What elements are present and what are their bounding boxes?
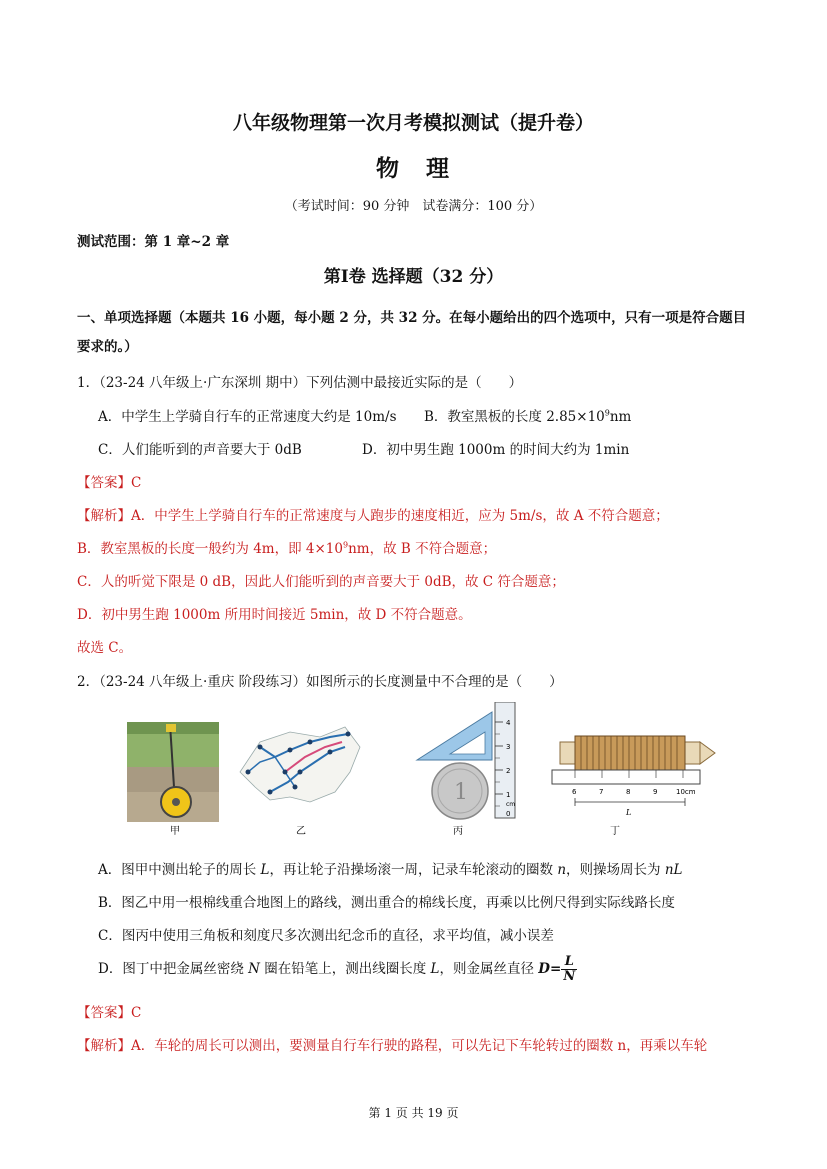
figure-label-ding: 丁 [610, 826, 620, 837]
svg-text:9: 9 [653, 788, 658, 796]
test-scope: 测试范围：第 1 章~2 章 [77, 234, 230, 250]
svg-text:0: 0 [506, 810, 511, 818]
figure-label-bing: 丙 [453, 826, 463, 837]
svg-text:L: L [626, 808, 632, 817]
q1-conclusion: 故选 C。 [77, 640, 133, 656]
measurement-figures [120, 702, 720, 847]
section-title: 第Ⅰ卷 选择题（32 分） [323, 267, 504, 287]
figure-jia-wheel [127, 722, 219, 837]
svg-text:3: 3 [506, 743, 511, 751]
figure-yi-map [240, 727, 360, 837]
figure-ding-coil [552, 736, 715, 837]
q2-option-a: A．图甲中测出轮子的周长 L，再让轮子沿操场滚一周，记录车轮滚动的圈数 n，则操场周长为 nL [98, 862, 683, 878]
figure-label-yi: 乙 [296, 826, 306, 837]
q1-answer: 【答案】C [77, 475, 142, 491]
q1-option-a: A．中学生上学骑自行车的正常速度大约是 10m/s [98, 409, 397, 425]
q1-option-b: B．教室黑板的长度 $2.85\times 10^9nm$ [424, 408, 632, 425]
svg-text:10cm: 10cm [676, 788, 696, 796]
q1-analysis-a: 【解析】A．中学生上学骑自行车的正常速度与人跑步的速度相近，应为 5m/s，故 A 不符合题意； [77, 508, 669, 524]
svg-text:6: 6 [572, 788, 577, 796]
diameter-formula: $\frac{L}{N}$ [563, 954, 576, 984]
q1-option-d: D．初中男生跑 1000m 的时间大约为 1min [362, 442, 630, 458]
figure-label-jia: 甲 [170, 826, 180, 837]
svg-text:8: 8 [626, 788, 631, 796]
q2-analysis-a: 【解析】A．车轮的周长可以测出，要测量自行车行驶的路程，可以先记下车轮转过的圈数 n，再乘以车轮 [77, 1038, 708, 1054]
q2-option-c: C．图丙中使用三角板和刻度尺多次测出纪念币的直径，求平均值，减小误差 [98, 928, 554, 944]
q1-stem: 1．（23-24 八年级上·广东深圳 期中）下列估测中最接近实际的是（ ） [77, 375, 523, 391]
q1-analysis-d: D．初中男生跑 1000m 所用时间接近 5min，故 D 不符合题意。 [77, 607, 472, 623]
part-title: 一、单项选择题（本题共 16 小题，每小题 2 分，共 32 分。在每小题给出的四个选项中，只有一项是符合题目要求的。） [77, 310, 747, 355]
exam-title: 八年级物理第一次月考模拟测试（提升卷） [232, 112, 594, 134]
page-footer: 第 1 页 共 19 页 [368, 1106, 459, 1120]
svg-text:2: 2 [506, 767, 511, 775]
svg-text:7: 7 [599, 788, 604, 796]
svg-text:1: 1 [506, 791, 511, 799]
q2-option-d: D．图丁中把金属丝密绕 N 圈在铅笔上，测出线圈长度 L，则金属丝直径 D= $\frac{L}{N}$ [98, 954, 576, 984]
figure-bing-coin [417, 702, 515, 837]
svg-text:4: 4 [506, 719, 511, 727]
q1-analysis-c: C．人的听觉下限是 0 dB，因此人们能听到的声音要大于 0dB，故 C 符合题意； [77, 574, 565, 590]
q1-analysis-b: B．教室黑板的长度一般约为 4m，即 $4\times 10^9nm$，故 B 不符合题意； [77, 540, 497, 557]
q1-option-c: C．人们能听到的声音要大于 0dB [98, 442, 302, 458]
q2-option-b: B．图乙中用一根棉线重合地图上的路线，测出重合的棉线长度，再乘以比例尺得到实际线路长度 [98, 895, 675, 911]
subject-title: 物 理 [376, 155, 451, 182]
coin-value: 1 [454, 780, 468, 805]
q2-answer: 【答案】C [77, 1005, 142, 1021]
q2-stem: 2．（23-24 八年级上·重庆 阶段练习）如图所示的长度测量中不合理的是（ ） [77, 674, 563, 690]
svg-text:cm: cm [506, 801, 516, 808]
exam-info: （考试时间：90 分钟 试卷满分：100 分） [284, 199, 543, 214]
